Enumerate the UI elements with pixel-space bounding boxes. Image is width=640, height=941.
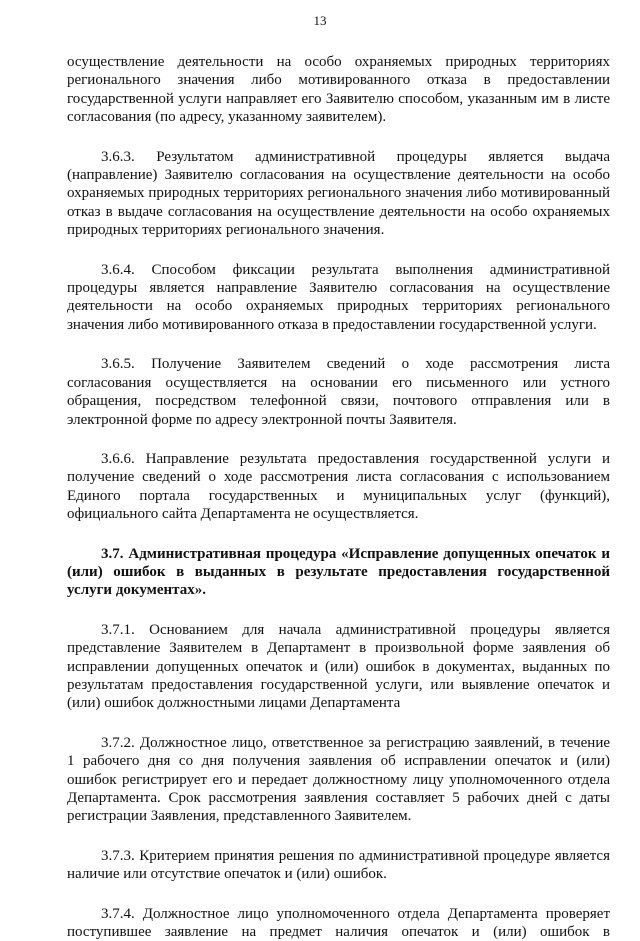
paragraph-continuation: осуществление деятельности на особо охраняемых природных территориях регионального значения либо мотивированного отказа в предоставлении государственной услуги направляет его Заявителю способом, указанным им в листе согласования (по адресу, указанному заявителем).: [67, 54, 610, 126]
paragraph-3-7-3: 3.7.3. Критерием принятия решения по административной процедуре является наличие или отсутствие опечаток и (или) ошибок.: [67, 847, 610, 883]
paragraph-3-7-1: 3.7.1. Основанием для начала административной процедуры является представление Заявителем в Департамент в произвольной форме заявления об исправлении допущенных опечаток и (или) ошибок в документах, выданных по результатам предоставления государственной услуги, или выявление опечаток и (или) ошибок должностными лицами Департамента: [67, 621, 610, 712]
paragraph-3-6-5: 3.6.5. Получение Заявителем сведений о ходе рассмотрения листа согласования осуществляется на основании его письменного или устного обращения, посредством телефонной связи, почтового отправления или в электронной форме по адресу электронной почты Заявителя.: [67, 356, 610, 428]
paragraph-3-6-6: 3.6.6. Направление результата предоставления государственной услуги и получение сведений о ходе рассмотрения листа согласования с использованием Единого портала государственных и муниципальных услуг (функций), официального сайта Департамента не осуществляется.: [67, 450, 610, 523]
page-number: 13: [313, 13, 327, 28]
paragraph-3-6-3: 3.6.3. Результатом административной процедуры является выдача (направление) Заявителю согласования на осуществление деятельности на особо охраняемых природных территориях регионального значения либо мотивированный отказ в выдаче согласования на осуществление деятельности на особо охраняемых природных территориях регионального значения.: [67, 148, 610, 239]
document-body: [67, 53, 610, 941]
paragraph-3-6-4: 3.6.4. Способом фиксации результата выполнения административной процедуры является направление Заявителю согласования на осуществление деятельности на особо охраняемых природных территориях регионального значения либо мотивированного отказа в предоставлении государственной услуги.: [67, 261, 610, 333]
paragraph-3-7-4: 3.7.4. Должностное лицо уполномоченного отдела Департамента проверяет поступившее заявление на предмет наличия опечаток и (или) ошибок в: [67, 905, 610, 941]
paragraph-3-7-2: 3.7.2. Должностное лицо, ответственное за регистрацию заявлений, в течение 1 рабочего дня со дня получения заявления об исправлении опечаток и (или) ошибок регистрирует его и передает должностному лицу уполномоченного отдела Департамента. Срок рассмотрения заявления составляет 5 рабочих дней с даты регистрации Заявления, представленного Заявителем.: [67, 734, 610, 825]
section-heading-3-7: 3.7. Административная процедура «Исправление допущенных опечаток и (или) ошибок в выданных в результате предоставления государственной услуги документах».: [67, 545, 610, 599]
